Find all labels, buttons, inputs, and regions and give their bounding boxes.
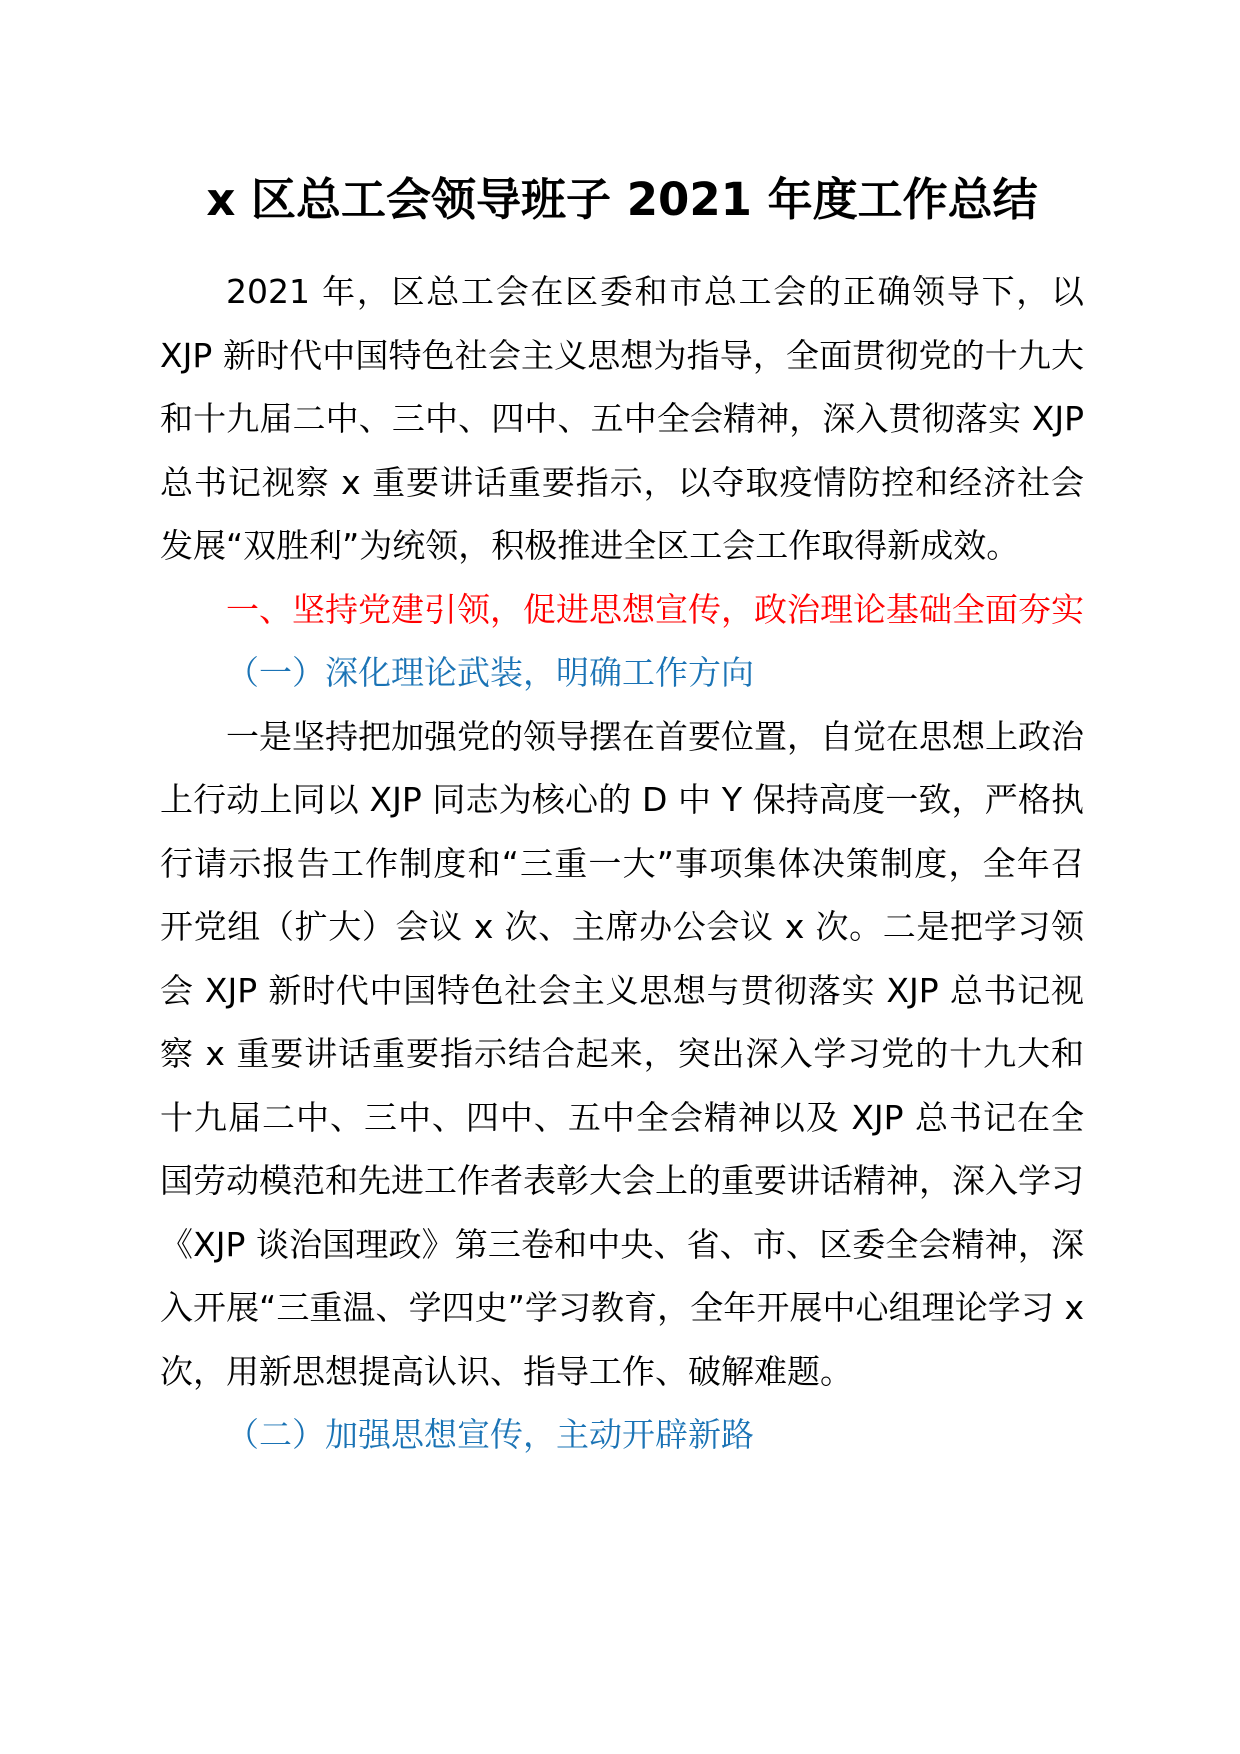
subsection-2-heading: （二）加强思想宣传，主动开辟新路 <box>226 1415 754 1454</box>
document-page <box>160 170 1084 1467</box>
intro-paragraph: 2021 年，区总工会在区委和市总工会的正确领导下，以 XJP 新时代中国特色社会主义思想为指导，全面贯彻党的十九大和十九届二中、三中、四中、五中全会精神，深入贯彻落实 XJP 总书记视察 x 重要讲话重要指示，以夺取疫情防控和经济社会发展“双胜利”为统领，积极推进全区工会工作取得新成效。 <box>160 272 1084 565</box>
subsection-1-heading: （一）深化理论武装，明确工作方向 <box>226 653 754 692</box>
document-title: x 区总工会领导班子 2021 年度工作总结 <box>206 173 1038 226</box>
section-1-heading: 一、坚持党建引领，促进思想宣传，政治理论基础全面夯实 <box>226 589 1084 629</box>
subsection-1-body: 一是坚持把加强党的领导摆在首要位置，自觉在思想上政治上行动上同以 XJP 同志为核心的 D 中 Y 保持高度一致，严格执行请示报告工作制度和“三重一大”事项集体决策制度，全年召开党组（扩大）会议 x 次、主席办公会议 x 次。二是把学习领会 XJP 新时代中国特色社会主义思想与贯彻落实 XJP 总书记视察 x 重要讲话重要指示结合起来，突出深入学习党的十九大和十九届二中、三中、四中、五中全会精神以及 XJP 总书记在全国劳动模范和先进工作者表彰大会上的重要讲话精神，深入学习《XJP 谈治国理政》第三卷和中央、省、市、区委全会精神，深入开展“三重温、学四史”学习教育，全年开展中心组理论学习 x 次，用新思想提高认识、指导工作、破解难题。 <box>160 716 1084 1391</box>
